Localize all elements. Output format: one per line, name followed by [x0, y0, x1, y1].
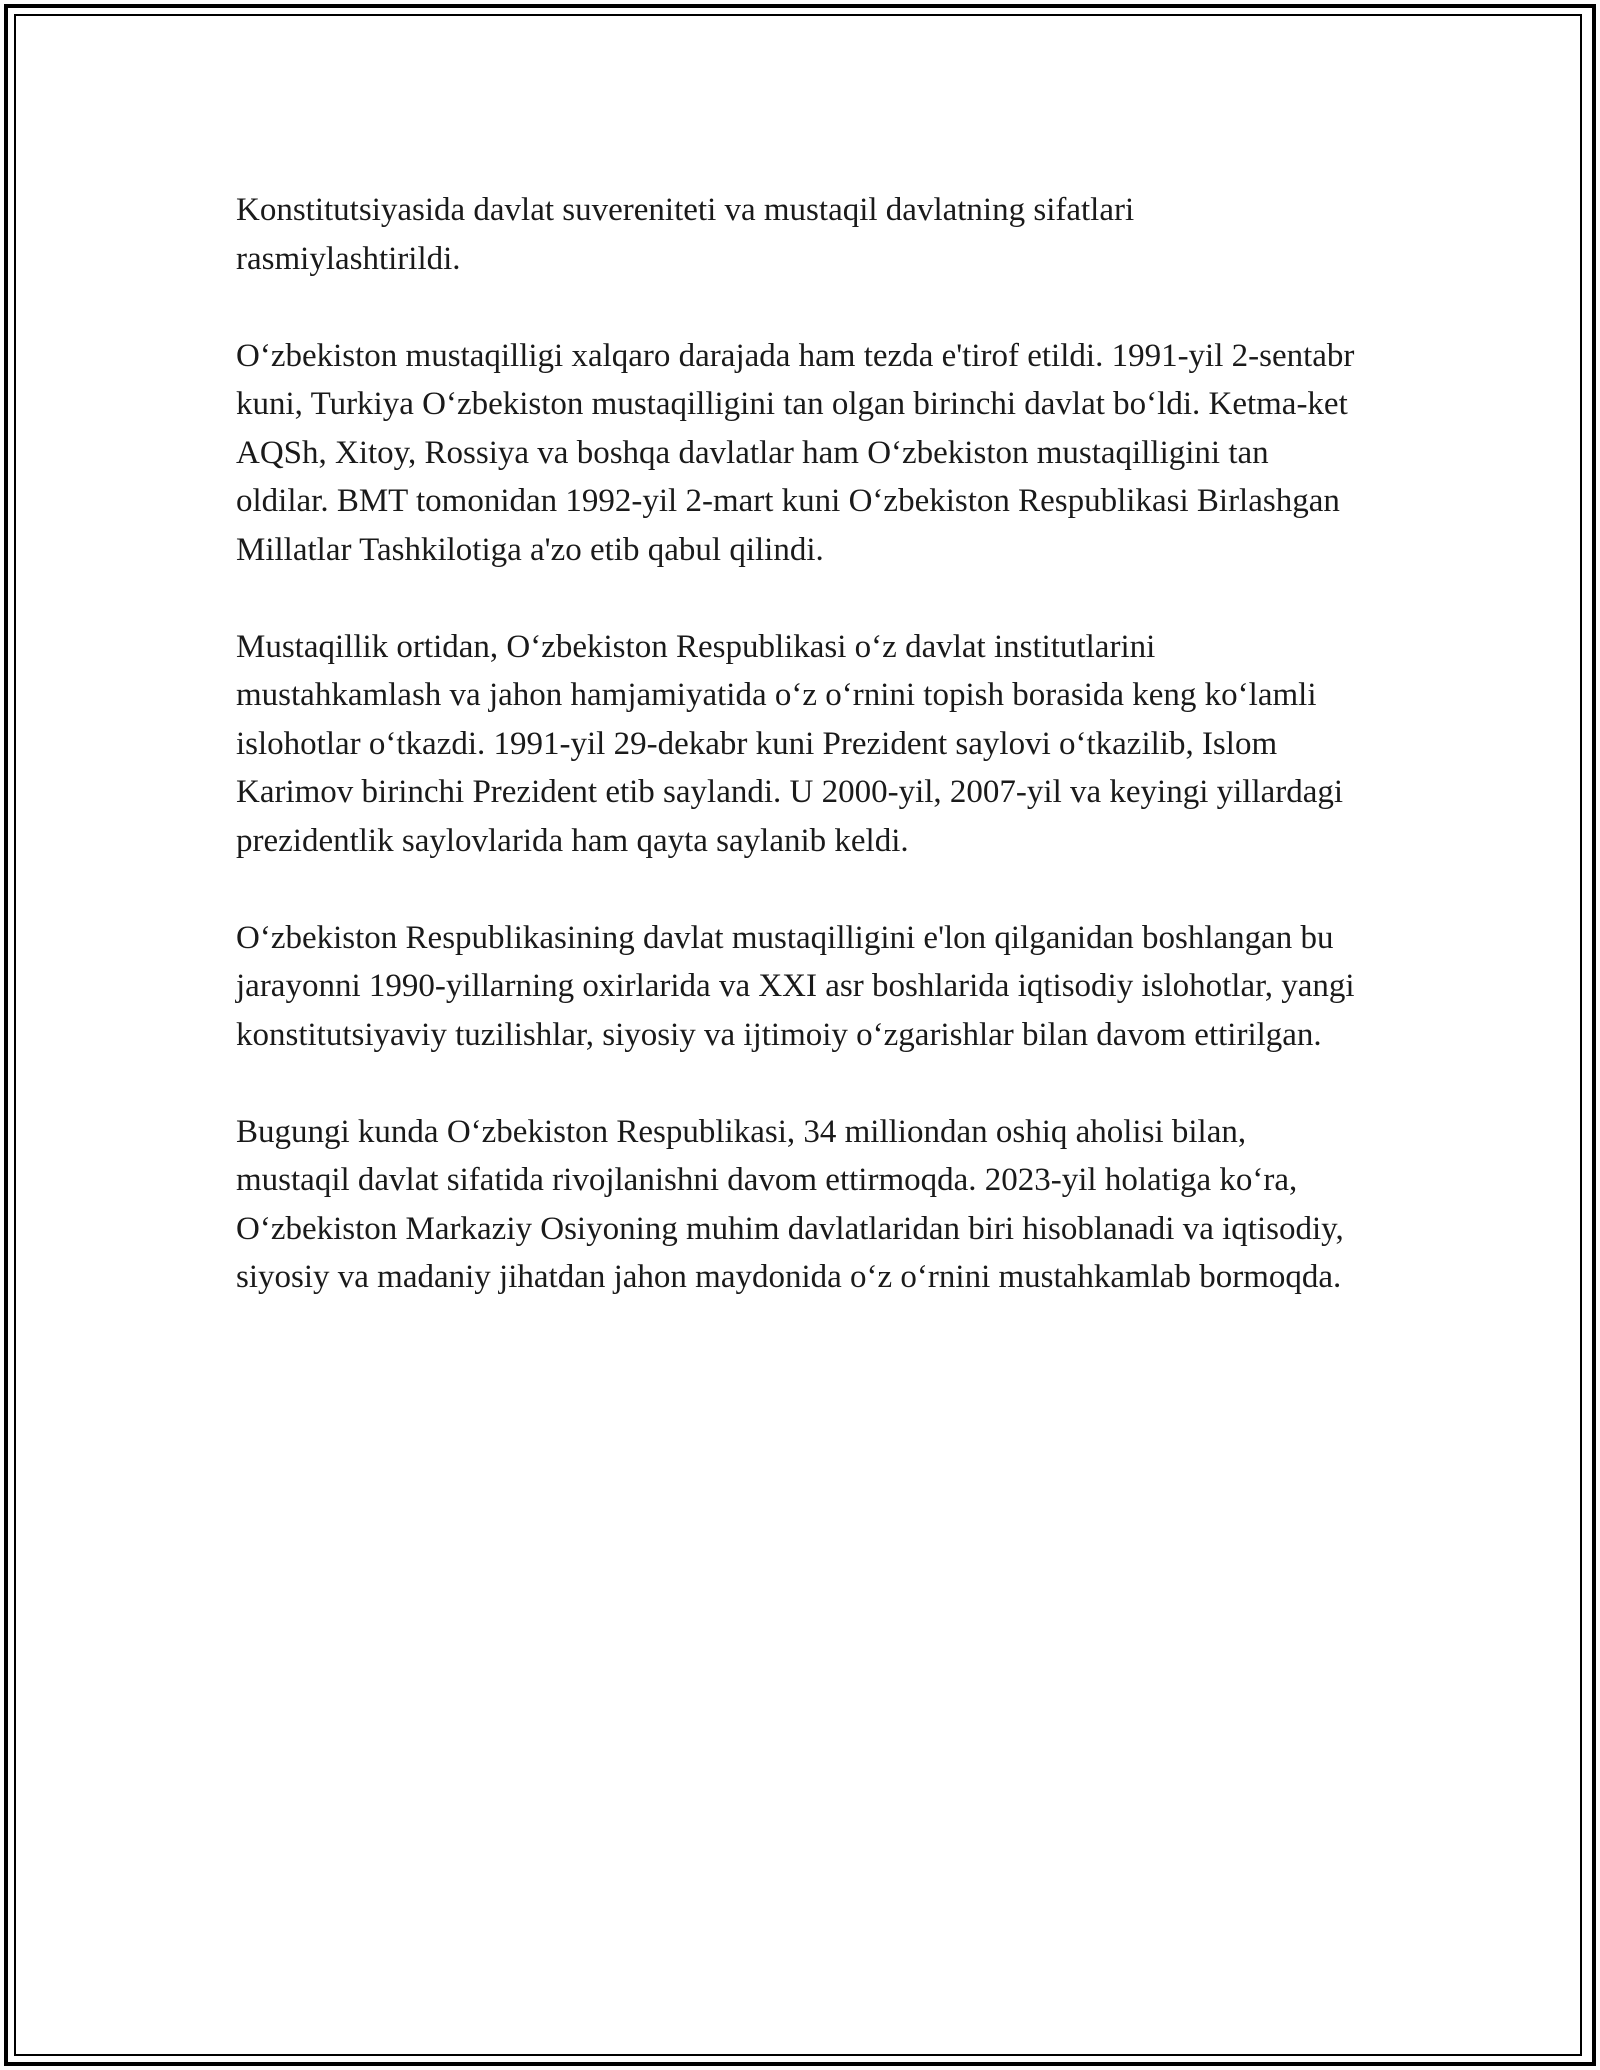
paragraph-continued-reforms: O‘zbekiston Respublikasining davlat mustaqilligini e'lon qilganidan boshlangan bu jarayonni 1990-yillarning oxirlarida va XXI asr boshlarida iqtisodiy islohotlar, yangi konstitutsiyaviy tuzilishlar, siyosiy va ijtimoiy o‘zgarishlar bilan davom ettirilgan.: [236, 919, 1355, 1053]
paragraph-constitution: Konstitutsiyasida davlat suvereniteti va mustaqil davlatning sifatlari rasmiylashtirildi.: [236, 192, 1135, 277]
paragraph-international-recognition: O‘zbekiston mustaqilligi xalqaro darajada ham tezda e'tirof etildi. 1991-yil 2-sentabr kuni, Turkiya O‘zbekiston mustaqilligini tan olgan birinchi davlat bo‘ldi. Ketma-ket AQSh, Xitoy, Rossiya va boshqa davlatlar ham O‘zbekiston mustaqilligini tan oldilar. BMT tomonidan 1992-yil 2-mart kuni O‘zbekiston Respublikasi Birlashgan Millatlar Tashkilotiga a'zo etib qabul qilindi.: [236, 337, 1355, 568]
paragraph-present-day: Bugungi kunda O‘zbekiston Respublikasi, 34 milliondan oshiq aholisi bilan, mustaqil davlat sifatida rivojlanishni davom ettirmoqda. 2023-yil holatiga ko‘ra, O‘zbekiston Markaziy Osiyoning muhim davlatlaridan biri hisoblanadi va iqtisodiy, siyosiy va madaniy jihatdan jahon maydonida o‘z o‘rnini mustahkamlab bormoqda.: [236, 1113, 1344, 1295]
paragraph-reforms-elections: Mustaqillik ortidan, O‘zbekiston Respublikasi o‘z davlat institutlarini mustahkamlash va jahon hamjamiyatida o‘z o‘rnini topish borasida keng ko‘lamli islohotlar o‘tkazdi. 1991-yil 29-dekabr kuni Prezident saylovi o‘tkazilib, Islom Karimov birinchi Prezident etib saylandi. U 2000-yil, 2007-yil va keyingi yillardagi prezidentlik saylovlarida ham qayta saylanib keldi.: [236, 628, 1344, 859]
document-body: [236, 186, 1366, 1350]
